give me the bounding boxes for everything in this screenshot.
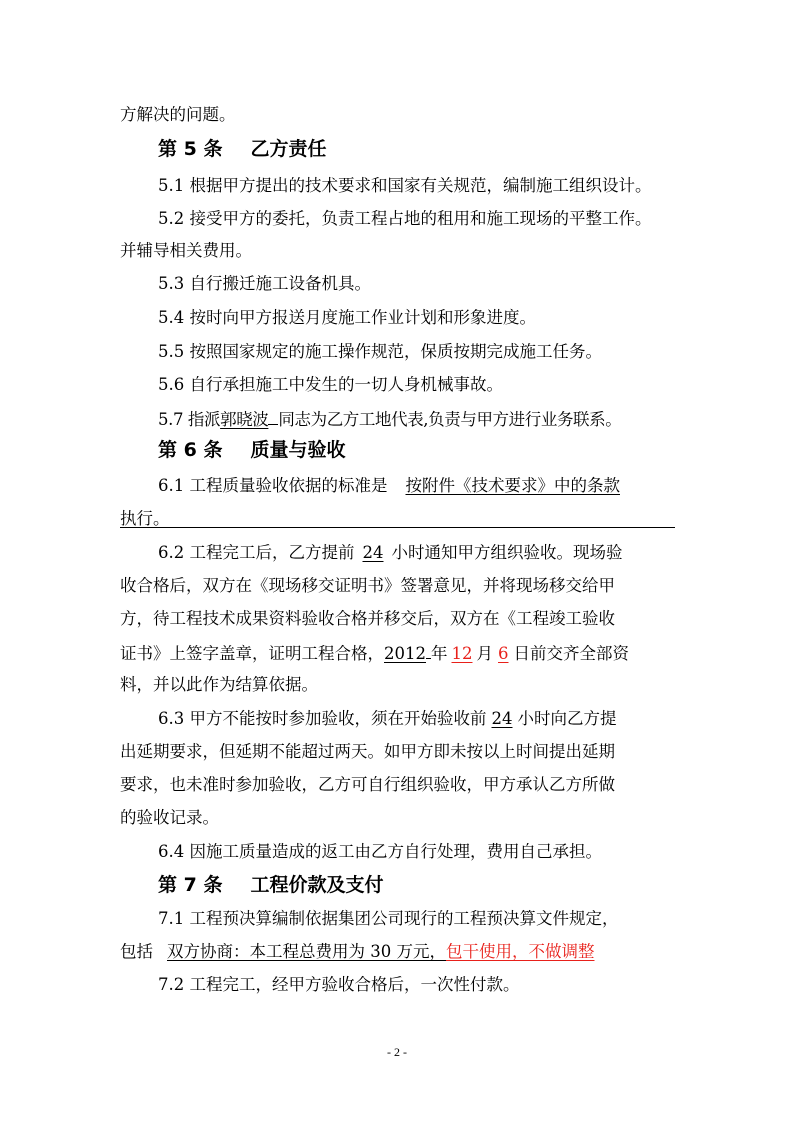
clause-6-1 [158, 474, 620, 498]
total-cost-fill: 双方协商：本工程总费用为 30 万元， [167, 942, 446, 961]
clause-6-2-line4-prefix: 证书》上签字盖章，证明工程合格， [120, 644, 384, 663]
lump-sum-note: 包干使用，不做调整 [446, 942, 595, 961]
section-5-heading [158, 137, 326, 161]
acceptance-standard-fill-cont: 执行。 [120, 509, 170, 528]
extension-hours: 24 [491, 709, 513, 728]
clause-6-3-line4: 的验收记录。 [120, 808, 219, 827]
clause-6-2-line4-suffix: 日前交齐全部资 [513, 644, 629, 663]
section-6-heading [158, 438, 345, 462]
deadline-month: 12 [451, 644, 473, 663]
notice-hours: 24 [362, 543, 384, 562]
clause-5-2-cont: 并辅导相关费用。 [120, 241, 252, 260]
clause-6-2-suffix: 小时通知甲方组织验收。现场验 [391, 543, 623, 562]
clause-5-1: 5.1 根据甲方提出的技术要求和国家有关规范，编制施工组织设计。 [158, 176, 652, 195]
clause-7-1-line1: 7.1 工程预决算编制依据集团公司现行的工程预决算文件规定， [158, 909, 619, 928]
clause-7-1-prefix: 包括 [120, 942, 153, 961]
clause-5-7 [158, 406, 621, 432]
section-7-heading [158, 873, 383, 897]
acceptance-standard-fill: 按附件《技术要求》中的条款 [405, 476, 620, 495]
clause-7-1-line2 [120, 940, 595, 964]
site-representative-name: 郭晓波 [220, 410, 269, 429]
section-6-number: 第 6 条 [158, 439, 223, 461]
paragraph-continuation: 方解决的问题。 [120, 105, 236, 124]
clause-6-3-line2: 出延期要求，但延期不能超过两天。如甲方即未按以上时间提出延期 [120, 742, 615, 761]
clause-5-6: 5.6 自行承担施工中发生的一切人身机械事故。 [158, 375, 503, 394]
deadline-day: 6 [498, 644, 509, 663]
clause-5-7-prefix: 5.7 指派 [158, 410, 221, 429]
month-unit: 月 [476, 644, 493, 663]
section-5-number: 第 5 条 [158, 138, 223, 160]
blank-underline [268, 406, 278, 425]
year-unit: 年 [431, 644, 448, 663]
clause-6-3-line1 [158, 707, 617, 731]
deadline-year: 2012 [384, 644, 426, 663]
clause-6-3-prefix: 6.3 甲方不能按时参加验收，须在开始验收前 [158, 709, 487, 728]
clause-5-4: 5.4 按时向甲方报送月度施工作业计划和形象进度。 [158, 308, 536, 327]
clause-7-2: 7.2 工程完工，经甲方验收合格后，一次性付款。 [158, 975, 520, 994]
clause-6-2-line5: 料，并以此作为结算依据。 [120, 675, 318, 694]
clause-6-3-suffix: 小时向乙方提 [517, 709, 617, 728]
clause-6-2-prefix: 6.2 工程完工后，乙方提前 [158, 543, 355, 562]
section-5-title: 乙方责任 [250, 138, 327, 160]
clause-5-7-suffix: 同志为乙方工地代表,负责与甲方进行业务联系。 [278, 410, 622, 429]
clause-6-4: 6.4 因施工质量造成的返工由乙方自行处理，费用自己承担。 [158, 842, 602, 861]
clause-6-3-line3: 要求，也未准时参加验收，乙方可自行组织验收，甲方承认乙方所做 [120, 775, 615, 794]
clause-6-2-line4 [120, 640, 629, 666]
clause-6-2-line2: 收合格后，双方在《现场移交证明书》签署意见，并将现场移交给甲 [120, 576, 615, 595]
clause-6-2-line1 [158, 541, 623, 565]
clause-5-3: 5.3 自行搬迁施工设备机具。 [158, 274, 371, 293]
clause-5-5: 5.5 按照国家规定的施工操作规范，保质按期完成施工任务。 [158, 342, 602, 361]
clause-5-2: 5.2 接受甲方的委托，负责工程占地的租用和施工现场的平整工作。 [158, 209, 652, 228]
clause-6-1-prefix: 6.1 工程质量验收依据的标准是 [158, 476, 388, 495]
page-number: - 2 - [387, 1045, 407, 1059]
section-6-title: 质量与验收 [250, 439, 346, 461]
clause-6-2-line3: 方，待工程技术成果资料验收合格并移交后，双方在《工程竣工验收 [120, 609, 615, 628]
section-7-number: 第 7 条 [158, 874, 223, 896]
fill-underline [120, 527, 675, 528]
section-7-title: 工程价款及支付 [250, 874, 384, 896]
